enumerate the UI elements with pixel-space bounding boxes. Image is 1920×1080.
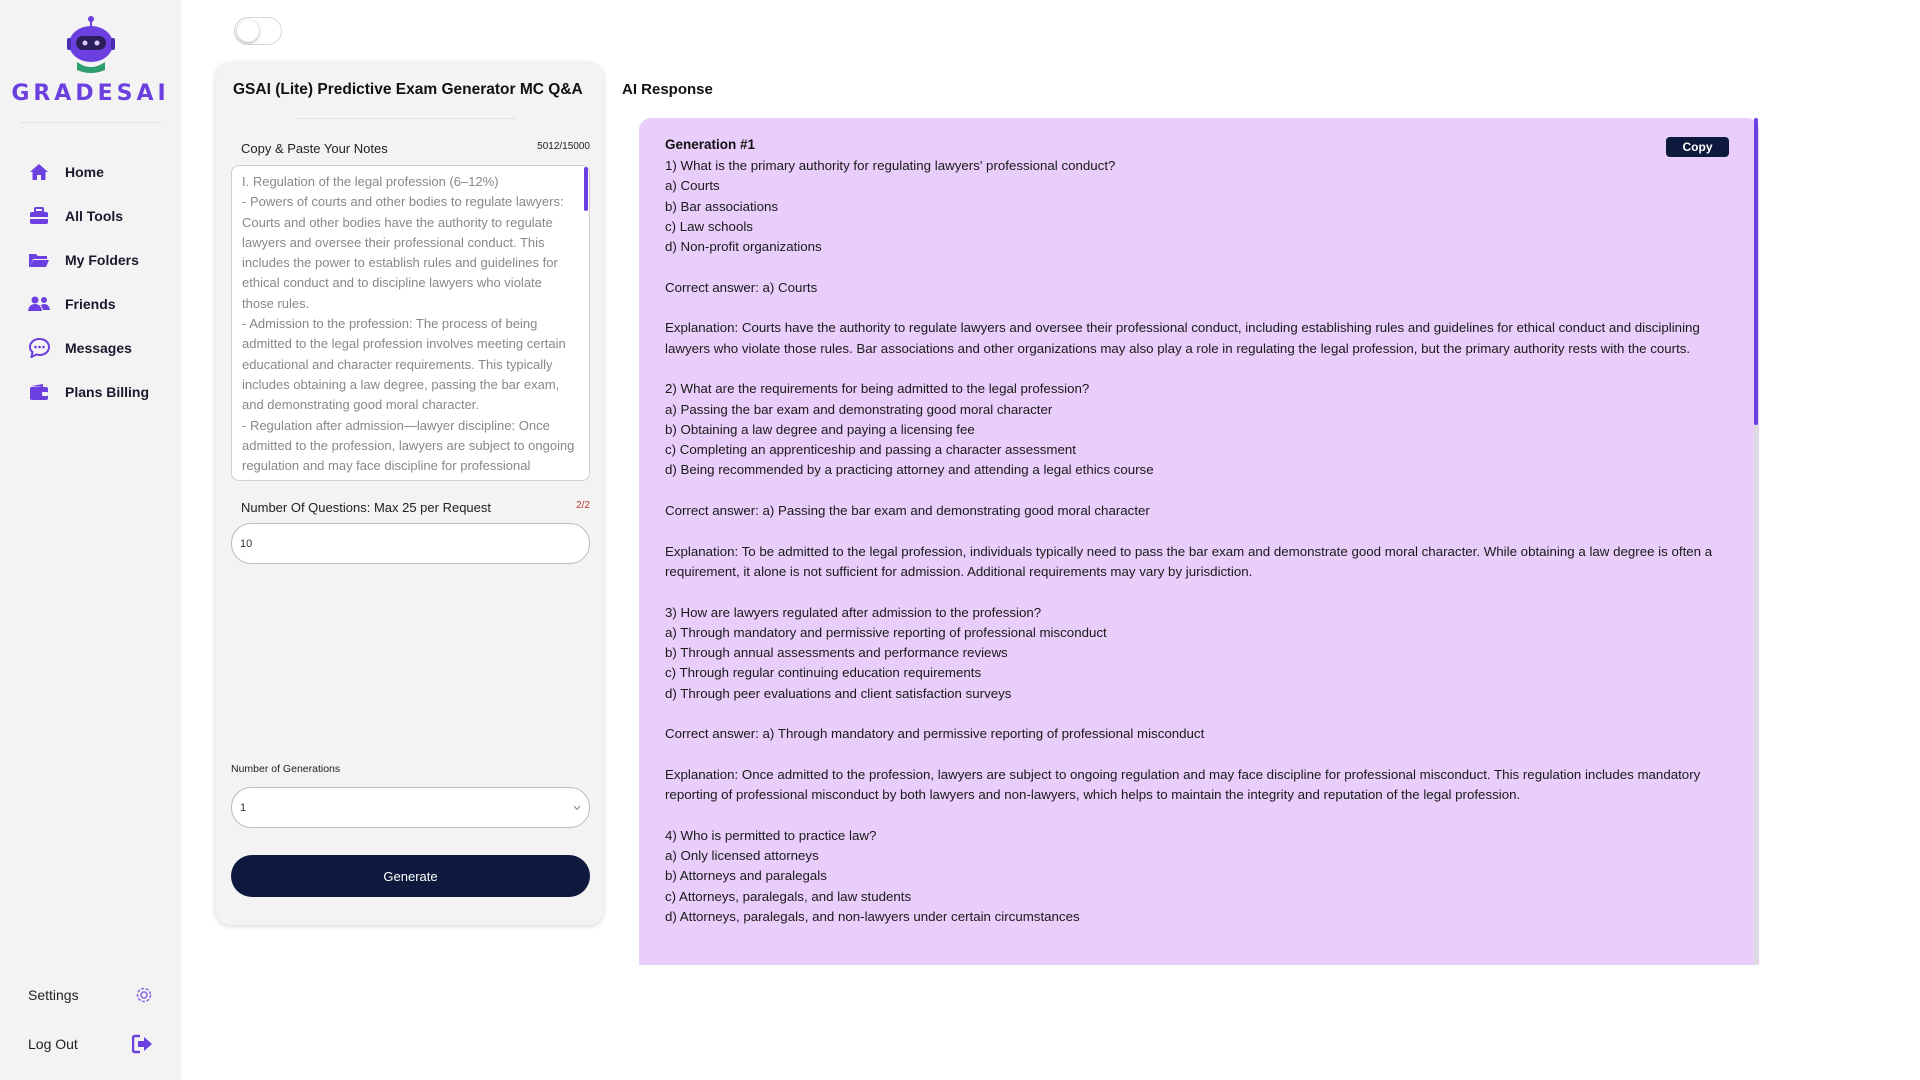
response-line [665,298,1725,318]
response-line: b) Bar associations [665,198,779,214]
sidebar [0,0,181,1080]
sidebar-item-label: Plans Billing [65,384,150,400]
response-line [665,359,1725,379]
response-line: c) Completing an apprenticeship and passing a character assessment [665,442,1076,458]
generations-value: 1 [240,801,247,814]
response-line: a) Only licensed attorneys [665,848,819,864]
questions-counter: 2/2 [576,500,590,511]
response-line: c) Through regular continuing education requirements [665,665,982,681]
sidebar-item-my-folders[interactable] [0,238,181,282]
response-line: 2) What are the requirements for being admitted to the legal profession? [665,381,1090,397]
gear-icon [134,985,154,1005]
response-title: AI Response [622,81,713,98]
questions-input[interactable] [231,523,590,564]
sidebar-item-label: Friends [65,296,116,312]
response-line: a) Passing the bar exam and demonstrating good moral character [665,401,1053,417]
sidebar-item-friends[interactable] [0,282,181,326]
response-scrollbar-thumb[interactable] [1754,118,1758,425]
response-line: c) Law schools [665,218,753,234]
response-line [665,806,1725,826]
generations-select[interactable] [231,787,590,828]
wallet-icon [28,381,50,403]
response-line: d) Through peer evaluations and client satisfaction surveys [665,685,1012,701]
response-line: d) Non-profit organizations [665,239,822,255]
folder-icon [28,249,50,271]
settings-label: Settings [28,987,79,1003]
friends-icon [28,293,50,315]
home-icon [28,161,50,183]
response-line [665,745,1725,765]
settings-link[interactable] [28,985,154,1005]
response-line: c) Attorneys, paralegals, and law students [665,888,912,904]
sidebar-item-plans-billing[interactable] [0,370,181,414]
notes-textarea[interactable] [231,165,590,481]
response-line: Correct answer: a) Courts [665,279,818,295]
generate-button[interactable]: Generate [231,855,590,897]
generations-label: Number of Generations [231,763,341,775]
notes-char-counter: 5012/15000 [537,141,590,152]
response-line: 4) Who is permitted to practice law? [665,827,877,843]
sidebar-item-label: Home [65,164,104,180]
response-line [665,582,1725,602]
divider [20,122,162,123]
copy-button[interactable]: Copy [1666,137,1729,157]
sidebar-item-messages[interactable] [0,326,181,370]
chat-icon [28,337,50,359]
response-line: d) Being recommended by a practicing attorney and attending a legal ethics course [665,462,1154,478]
response-line: b) Obtaining a law degree and paying a licensing fee [665,421,975,437]
sidebar-item-label: Messages [65,340,132,356]
robot-logo-icon [64,14,118,74]
sidebar-item-label: All Tools [65,208,124,224]
questions-label: Number Of Questions: Max 25 per Request [241,500,492,515]
chevron-down-icon [573,805,581,811]
response-line: Explanation: Courts have the authority to regulate lawyers and oversee their professional conduct, including establishing rules and guidelines for ethical conduct and disciplining lawyers who violate those rules. Bar associations and other organizations may also play a role in regulating the legal profession, but the primary authority rests with the courts. [665,320,1700,356]
generation-heading: Generation #1 [665,137,756,152]
logout-icon [132,1034,154,1054]
response-line: d) Attorneys, paralegals, and non-lawyers under certain circumstances [665,908,1080,924]
form-title: GSAI (Lite) Predictive Exam Generator MC Q&A [233,81,583,98]
notes-scrollbar[interactable] [584,167,588,211]
response-line: b) Attorneys and paralegals [665,868,827,884]
sidebar-nav [0,150,181,414]
generator-form-card [216,63,603,925]
response-text [665,156,1725,927]
theme-toggle[interactable] [234,17,282,45]
response-line: Explanation: To be admitted to the legal profession, individuals typically need to pass the bar exam and demonstrate good moral character. While obtaining a law degree is often a requirement, it alone is not sufficient for admission. Additional requirements may vary by jurisdiction. [665,543,1713,579]
response-line [665,257,1725,277]
notes-label: Copy & Paste Your Notes [241,141,388,156]
response-line: b) Through annual assessments and performance reviews [665,645,1008,661]
sidebar-item-all-tools[interactable] [0,194,181,238]
response-scrollbar-track[interactable] [1754,425,1758,965]
divider [296,118,516,119]
toggle-knob [237,20,259,42]
response-line [665,704,1725,724]
response-line [665,481,1725,501]
sidebar-item-home[interactable] [0,150,181,194]
response-line: a) Through mandatory and permissive reporting of professional misconduct [665,624,1107,640]
response-line: Correct answer: a) Through mandatory and permissive reporting of professional misconduct [665,726,1205,742]
response-line: 1) What is the primary authority for regulating lawyers' professional conduct? [665,158,1116,173]
toolbox-icon [28,205,50,227]
response-line: a) Courts [665,178,720,194]
response-panel [639,118,1759,965]
logo[interactable] [0,14,181,106]
response-line: Explanation: Once admitted to the profession, lawyers are subject to ongoing regulation and may face discipline for professional misconduct. This regulation includes mandatory reporting of professional misconduct by both lawyers and non-lawyers, which helps to maintain the integrity and reputation of the legal profession. [665,766,1701,803]
logout-label: Log Out [28,1036,78,1052]
response-line [665,521,1725,541]
response-line: 3) How are lawyers regulated after admission to the profession? [665,604,1042,620]
brand-name: GRADESAI [11,81,170,106]
logout-link[interactable] [28,1034,154,1054]
response-line: Correct answer: a) Passing the bar exam and demonstrating good moral character [665,503,1150,519]
sidebar-item-label: My Folders [65,252,139,268]
